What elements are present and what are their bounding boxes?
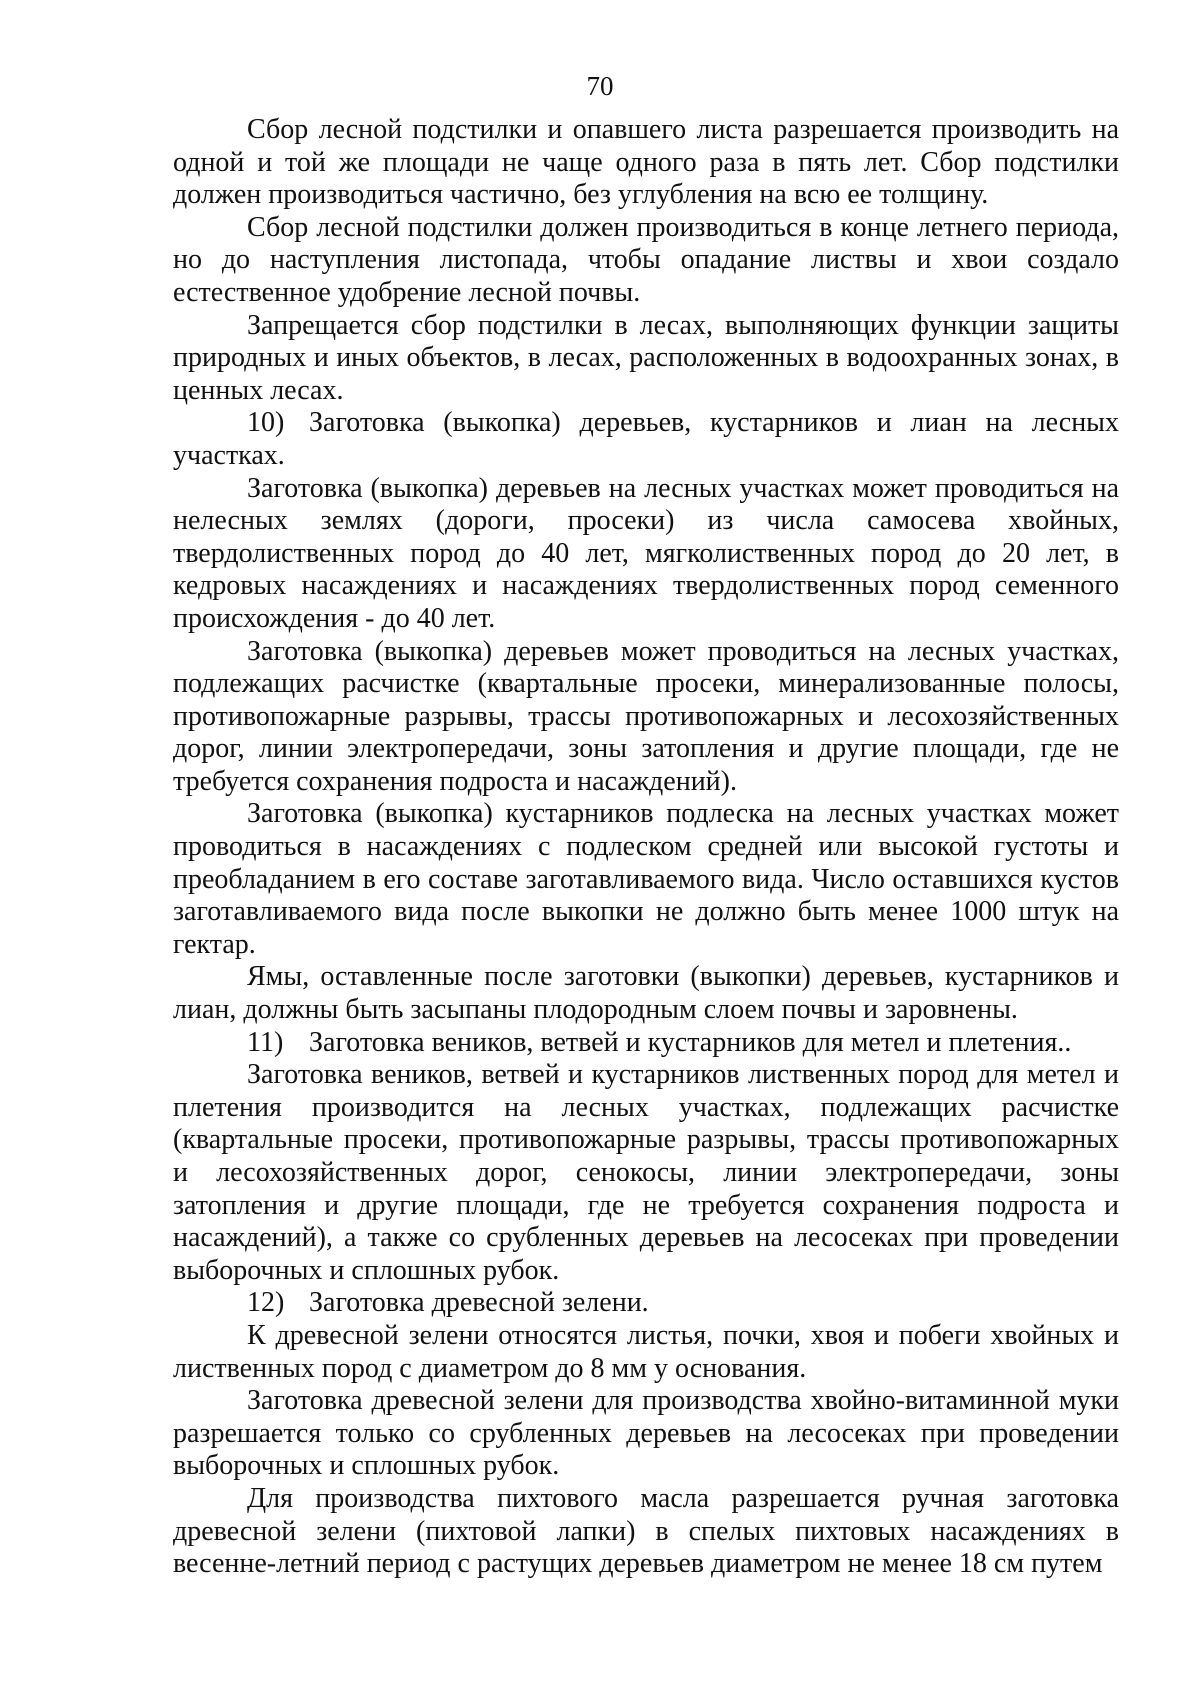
page-number: 70: [586, 71, 614, 101]
paragraph: Заготовка (выкопка) кустарников подлеска на лесных участках может проводиться в насаждениях с подлеском средней или высокой густоты и преобладанием в его составе заготавливаемого вида. Число оставшихся кустов заготавливаемого вида после выкопки не должно быть менее 1000 штук на гектар.: [173, 798, 1119, 960]
document-body: [173, 114, 1119, 1581]
item-title: Заготовка (выкопка) деревьев, кустарников и лиан на лесных участках.: [173, 407, 1119, 471]
paragraph: Сбор лесной подстилки должен производиться в конце летнего периода, но до наступления листопада, чтобы опадание листвы и хвои создало естественное удобрение лесной почвы.: [173, 211, 1119, 308]
paragraph: Сбор лесной подстилки и опавшего листа разрешается производить на одной и той же площади не чаще одного раза в пять лет. Сбор подстилки должен производиться частично, без углубления на всю ее толщину.: [173, 114, 1119, 211]
paragraph: Заготовка (выкопка) деревьев на лесных участках может проводиться на нелесных землях (дороги, просеки) из числа самосева хвойных, твердолиственных пород до 40 лет, мягколиственных пород до 20 лет, в кедровых насаждениях и насаждениях твердолиственных пород семенного происхождения - до 40 лет.: [173, 472, 1119, 634]
item-number: 12): [247, 1287, 285, 1319]
item-title: Заготовка древесной зелени.: [309, 1287, 649, 1319]
numbered-item-heading: [173, 407, 1119, 472]
item-title: Заготовка веников, ветвей и кустарников для метел и плетения..: [309, 1026, 1072, 1058]
paragraph: Заготовка веников, ветвей и кустарников лиственных пород для метел и плетения производится на лесных участках, подлежащих расчистке (квартальные просеки, противопожарные разрывы, трассы противопожарных и лесохозяйственных дорог, сенокосы, линии электропередачи, зоны затопления и другие площади, где не требуется сохранения подроста и насаждений), а также со срубленных деревьев на лесосеках при проведении выборочных и сплошных рубок.: [173, 1059, 1119, 1286]
paragraph: Ямы, оставленные после заготовки (выкопки) деревьев, кустарников и лиан, должны быть засыпаны плодородным слоем почвы и заровнены.: [173, 961, 1119, 1026]
item-number: 11): [247, 1026, 284, 1058]
numbered-item-heading: [173, 1027, 1119, 1060]
paragraph: Для производства пихтового масла разрешается ручная заготовка древесной зелени (пихтовой лапки) в спелых пихтовых насаждениях в весенне-летний период с растущих деревьев диаметром не менее 18 см путем: [173, 1482, 1119, 1580]
paragraph: Запрещается сбор подстилки в лесах, выполняющих функции защиты природных и иных объектов, в лесах, расположенных в водоохранных зонах, в ценных лесах.: [173, 309, 1119, 406]
item-number: 10): [247, 407, 285, 439]
paragraph: К древесной зелени относятся листья, почки, хвоя и побеги хвойных и лиственных пород с диаметром до 8 мм у основания.: [173, 1319, 1119, 1384]
numbered-item-heading: [173, 1287, 1119, 1320]
paragraph: Заготовка (выкопка) деревьев может проводиться на лесных участках, подлежащих расчистке (квартальные просеки, минерализованные полосы, противопожарные разрывы, трассы противопожарных и лесохозяйственных дорог, линии электропередачи, зоны затопления и другие площади, где не требуется сохранения подроста и насаждений).: [173, 635, 1119, 797]
paragraph: Заготовка древесной зелени для производства хвойно-витаминной муки разрешается только со срубленных деревьев на лесосеках при проведении выборочных и сплошных рубок.: [173, 1385, 1119, 1482]
